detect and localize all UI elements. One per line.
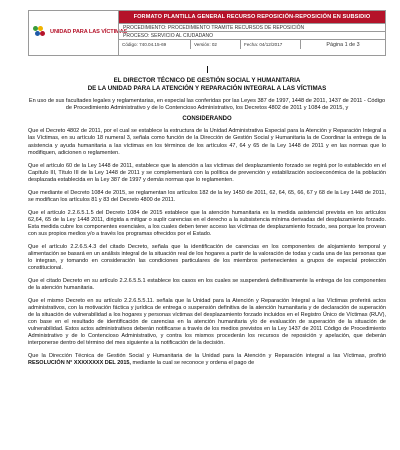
paragraph-8 [28, 353, 386, 367]
title-line-2: DE LA UNIDAD PARA LA ATENCIÓN Y REPARACIÓN INTEGRAL A LAS VÍCTIMAS [87, 84, 327, 92]
resolution-reference: RESOLUCIÓN N° XXXXXXXX DEL 2015, [28, 360, 131, 367]
paragraph-1: Que el Decreto 4802 de 2011, por el cual se establece la estructura de la Unidad Administrativa Especial para la Atención y Reparación Integral a las Víctimas, en su artículo 18 numeral 3, señala como función de la Dirección de Gestión Social y Humanitaria la de Coordinar la entrega de la asistencia y ayuda humanitaria a las víctimas en los términos de los artículos 47, 64 y 65 de la Ley 1448 de 2011 y en las normas que lo modifiquen, adicionen o reglamenten. [28, 128, 386, 156]
paragraph-5: Que el artículo 2.2.6.5.4.3 del citado Decreto, señala que la identificación de carencias en los componentes de alojamiento temporal y alimentación se basará en un análisis integral de la situación real de los hogares a partir de la valoración de todas y cada una de las personas que lo integran, y tomando en consideración las condiciones particulares de los miembros pertenecientes a grupos de especial protección constitucional. [28, 243, 386, 271]
paragraph-7: Que el mismo Decreto en su artículo 2.2.6.5.5.11. señala que la Unidad para la Atención y Reparación Integral a las Víctimas proferirá actos administrativos, con la motivación fáctica y jurídica de entrega o suspensión definitiva de la atención humanitaria y de declaración de superación de la situación de vulnerabilidad a los hogares y personas víctimas del desplazamiento forzado incluidos en el Registro Único de Víctimas (RUV), con base en el resultado de identificación de carencias en la atención humanitaria y/o de evaluación de superación de la situación de vulnerabilidad. Estos actos administrativos deberán notificarse a través de los medios previstos en la Ley 1437 de 2011 Código de Procedimiento Administrativo y de lo Contencioso Administrativo, y contra los mismos procederán los recursos de reposición y apelación, que deberán interponerse dentro del término del mes siguiente a la notificación de la decisión. [28, 298, 386, 347]
paragraph-6: Que el citado Decreto en su artículo 2.2.6.5.5.1 establece los casos en los cuales se suspenderá definitivamente la entrega de los componentes de la atención humanitaria. [28, 277, 386, 291]
proceso-row: PROCESO: SERVICIO AL CIUDADANO [119, 31, 385, 39]
meta-row [119, 39, 385, 49]
intro-paragraph: En uso de sus facultades legales y reglamentarias, en especial las conferidas por las Leyes 387 de 1997, 1448 de 2011, 1437 de 2011 - Código de Procedimiento Administrativo y de lo Contencioso Administrativo, los Decretos 4802 de 2011 y 1084 de 2015, y [28, 98, 386, 112]
paragraph-4: Que el artículo 2.2.6.5.1.5 del Decreto 1084 de 2015 establece que la atención humanitaria es la medida asistencial prevista en los artículos 62,64, 65 de la Ley 1448 2011, dirigida a mitigar o suplir carencias en el derecho a la subsistencia mínima derivadas del desplazamiento forzado. Esta medida cubre los componentes esenciales, a los cuales deben tener acceso las víctimas de desplazamiento forzado, sea porque los provean con sus propios medios y/o a través los programas ofrecidos por el Estado. [28, 209, 386, 237]
pagina-cell: Página 1 de 3 [326, 41, 360, 48]
title-line-1: EL DIRECTOR TÉCNICO DE GESTIÓN SOCIAL Y HUMANITARIA [113, 77, 301, 84]
paragraph-8-start: Que la Dirección Técnica de Gestión Social y Humanitaria de la Unidad para la Atención y Reparación integral a las Víctimas, profirió [28, 353, 386, 360]
procedimiento-row: PROCEDIMIENTO: PROCEDIMIENTO TRAMITE RECURSOS DE REPOSICIÓN [119, 23, 385, 31]
paragraph-3: Que mediante el Decreto 1084 de 2015, se reglamentan los artículos 182 de la ley 1450 de 2011, 62, 64, 65, 66, 67 y 68 de la Ley 1448 de 2011, se modifican los artículos 81 y 83 del Decreto 4800 de 2011. [28, 189, 386, 203]
form-title: FORMATO PLANTILLA GENERAL RECURSO REPOSICIÓN-REPOSICIÓN EN SUBSIDIO [119, 11, 385, 23]
fecha-cell: Fecha: 04/12/2017 [241, 40, 301, 49]
paragraph-2: Que el artículo 60 de la Ley 1448 de 2011, establece que la atención a las víctimas del desplazamiento forzado se regirá por lo establecido en el Capítulo III, Título III de la Ley 1448 de 2011 y se complementará con la política de prevención y estabilización socioeconómica de la población desplazada establecida en la Ley 387 de 1997 y demás normas que lo reglamenten. [28, 162, 386, 183]
document-body [28, 66, 386, 367]
codigo-cell: Código: 740.04.15-69 [119, 40, 191, 49]
considerando-heading: CONSIDERANDO [182, 116, 232, 123]
text-cursor [207, 66, 208, 73]
logo-box [28, 10, 128, 56]
version-cell: Versión: 02 [191, 40, 241, 49]
document-header [28, 10, 386, 56]
header-info [118, 10, 386, 56]
logo-text: UNIDAD PARA LAS VÍCTIMAS [50, 29, 128, 36]
paragraph-8-end: mediante la cual se reconoce y ordena el pago de [130, 360, 255, 367]
unidad-victimas-logo-icon [33, 26, 47, 40]
document-title [28, 77, 386, 92]
